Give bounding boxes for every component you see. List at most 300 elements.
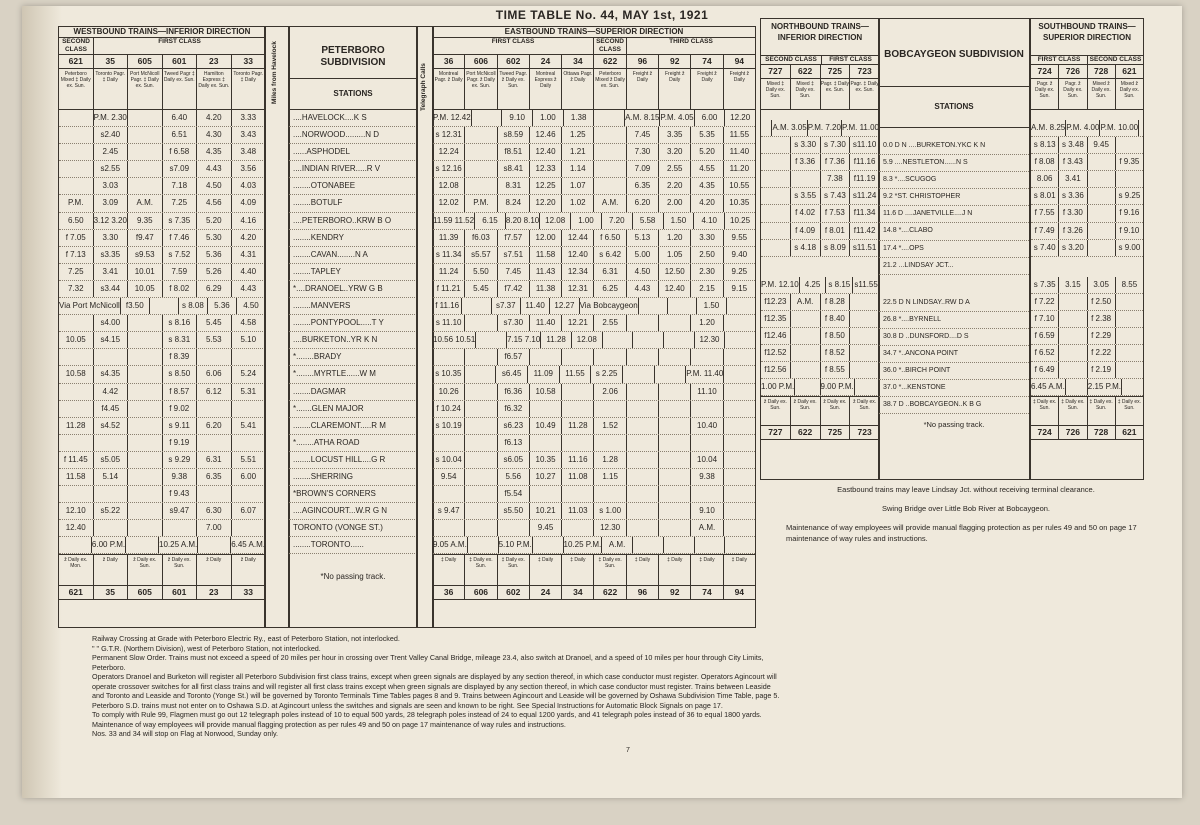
time-cell: s 8.15 [826, 277, 853, 293]
time-cell [691, 486, 723, 502]
time-cell [465, 384, 497, 400]
time-cell: f12.56 [761, 362, 791, 378]
time-cell: s 3.55 [791, 188, 821, 204]
time-cell [232, 349, 266, 365]
time-cell [659, 435, 691, 451]
time-row [59, 247, 265, 264]
time-cell: f4.45 [94, 401, 129, 417]
westbound-class-first: FIRST CLASS [158, 38, 201, 45]
cell: 34 [562, 55, 594, 68]
time-cell [724, 469, 755, 485]
time-cell [128, 127, 163, 143]
station-row [289, 452, 417, 469]
time-cell: f 7.10 [1031, 311, 1059, 327]
time-cell [791, 311, 821, 327]
time-cell [659, 401, 691, 417]
time-cell [232, 486, 266, 502]
time-cell: 9.35 [128, 213, 163, 229]
time-cell [627, 452, 659, 468]
time-cell [462, 298, 491, 314]
time-cell: P.M. 10.00 [1100, 120, 1139, 136]
westbound-footer-descriptions [59, 554, 265, 586]
page-fold-shadow [22, 6, 62, 798]
time-cell: f 3.36 [791, 154, 821, 170]
station-row [289, 332, 417, 349]
cell: 621 [1122, 427, 1137, 438]
northbound-class-second: SECOND CLASS [761, 56, 822, 64]
time-cell [727, 298, 755, 314]
time-cell [1116, 362, 1143, 378]
station-row [289, 298, 417, 315]
time-cell: A.M. [128, 195, 163, 211]
time-cell [725, 537, 755, 553]
time-cell: 5.45 [465, 281, 497, 297]
time-cell: 4.03 [240, 181, 257, 191]
time-cell: 7.45 [498, 264, 530, 280]
cell: Freight ž Daily [659, 69, 691, 109]
time-row [1031, 379, 1143, 396]
time-cell: s 6.42 [594, 247, 626, 263]
time-cell [465, 452, 497, 468]
time-cell [1139, 120, 1143, 136]
time-cell: f 8.01 [821, 223, 851, 239]
cell: 621 [59, 55, 94, 68]
time-row [59, 452, 265, 469]
time-cell [724, 366, 755, 382]
station-row [289, 418, 417, 435]
time-cell: 3.12 3.20 [94, 213, 129, 229]
time-row [59, 264, 265, 281]
time-cell [627, 486, 659, 502]
time-cell: 10.05 [128, 281, 163, 297]
time-cell: 11.08 [562, 469, 594, 485]
time-cell [659, 520, 691, 536]
time-cell [498, 520, 530, 536]
time-cell: f6.03 [465, 230, 497, 246]
time-cell [128, 178, 163, 194]
westbound-direction: WESTBOUND TRAINS—INFERIOR DIRECTION [59, 27, 265, 38]
time-row [1031, 205, 1143, 222]
time-row [761, 137, 879, 154]
time-cell: 4.35 [197, 144, 232, 160]
time-cell [128, 486, 163, 502]
time-cell: 7.15 7.10 [507, 332, 541, 348]
station-name: 5.9 ....NESTLETON......N S [883, 159, 968, 167]
time-cell [232, 520, 266, 536]
time-row [59, 315, 265, 332]
northbound-class-first: FIRST CLASS [829, 56, 872, 63]
time-cell: 12.40 [59, 520, 94, 536]
time-cell [465, 178, 497, 194]
time-cell [1059, 345, 1087, 361]
cell: 728 [1088, 426, 1116, 439]
time-cell [627, 418, 659, 434]
time-cell [562, 486, 594, 502]
time-cell [128, 315, 163, 331]
westbound-train-numbers [59, 55, 265, 69]
northbound-classes [761, 56, 879, 65]
time-cell [128, 520, 163, 536]
cell: Freight ž Daily [627, 69, 659, 109]
eastbound-train-descriptions [433, 69, 755, 110]
time-row [433, 520, 755, 537]
station-row [289, 384, 417, 401]
time-cell: 6.40 [163, 110, 198, 126]
time-row [761, 277, 879, 294]
right-notes [786, 484, 1146, 544]
time-cell [633, 537, 664, 553]
time-cell: s 3.30 [791, 137, 821, 153]
time-cell: f 7.05 [59, 230, 94, 246]
station-name: 11.6 D ....JANETVILLE....J N [883, 210, 973, 218]
time-cell: 4.40 [240, 266, 257, 276]
station-name: ....AGINCOURT...W.R G N [293, 506, 388, 516]
time-cell: 12.44 [562, 230, 594, 246]
time-cell [724, 503, 755, 519]
time-cell: f 8.08 [1031, 154, 1059, 170]
time-cell: 11.20 [729, 164, 750, 174]
cell: 96 [627, 586, 659, 599]
time-cell: f 9.10 [1119, 225, 1140, 235]
time-cell: f11.42 [853, 225, 876, 235]
time-cell [530, 486, 562, 502]
time-cell [1088, 188, 1116, 204]
time-cell: 4.56 [197, 195, 232, 211]
time-cell [465, 486, 497, 502]
time-cell [1088, 223, 1116, 239]
time-row [433, 503, 755, 520]
time-cell: 3.09 [94, 195, 129, 211]
time-row [433, 264, 755, 281]
time-cell: 11.03 [562, 503, 594, 519]
southbound-port-times [1031, 277, 1143, 397]
station-name: ......ASPHODEL [293, 147, 350, 157]
time-cell: 4.50 [627, 264, 659, 280]
time-cell: 6.31 [197, 452, 232, 468]
cell: 601 [163, 586, 198, 599]
time-cell [761, 171, 791, 187]
time-row [433, 213, 755, 230]
station-row [879, 189, 1029, 206]
time-cell [163, 520, 198, 536]
time-cell: 7.20 [602, 213, 633, 229]
time-cell: 9.10 [691, 503, 723, 519]
time-cell: 2.06 [594, 384, 626, 400]
time-cell: s 7.35 [1031, 277, 1059, 293]
time-cell [1088, 154, 1116, 170]
time-cell [59, 178, 94, 194]
cell: Tweed Pagr. ž Daily ex. Sun. [498, 69, 530, 109]
time-cell: 7.30 [627, 144, 659, 160]
time-cell: 5.51 [240, 454, 257, 464]
time-row [59, 144, 265, 161]
time-cell [850, 294, 879, 310]
time-row [761, 328, 879, 345]
time-cell: 9.45 [530, 520, 562, 536]
time-cell: 12.00 [530, 230, 562, 246]
time-cell: 4.20 [691, 195, 723, 211]
station-name: 14.8 *....CLABO [883, 227, 933, 235]
time-cell [433, 435, 465, 451]
time-cell [659, 384, 691, 400]
time-cell [562, 349, 594, 365]
note-2: " " G.T.R. (Northern Division), west of Peterboro Station, not interlocked. [92, 643, 321, 653]
cell: Peterboro Mixed ž Daily ex. Sun. [594, 69, 626, 109]
cell: 601 [163, 55, 198, 68]
cell: 602 [498, 55, 530, 68]
time-cell [724, 435, 755, 451]
peterboro-stations-panel [288, 26, 418, 628]
time-cell: 6.07 [240, 506, 257, 516]
time-cell: 3.56 [240, 164, 257, 174]
station-row [879, 346, 1029, 363]
time-cell: f 4.09 [791, 223, 821, 239]
time-cell [695, 537, 726, 553]
time-cell: s 8.16 [163, 315, 198, 331]
cell: Pagr. ‡ Daily ex. Sun. [850, 81, 879, 93]
time-cell [433, 486, 465, 502]
time-cell [659, 503, 691, 519]
time-cell: s 3.48 [1059, 137, 1087, 153]
cell: 723 [857, 427, 872, 438]
time-cell: 1.02 [562, 195, 594, 211]
time-cell: s11.24 [852, 191, 877, 201]
southbound-train-descriptions [1031, 79, 1143, 110]
time-cell: A.M. [691, 520, 723, 536]
time-cell: 1.52 [594, 418, 626, 434]
time-cell: 6.45 A.M. [1031, 379, 1066, 395]
station-name: 36.0 *..BIRCH POINT [883, 367, 951, 375]
eastbound-times [433, 110, 755, 554]
time-cell: s11.51 [852, 242, 877, 252]
time-cell [659, 486, 691, 502]
time-cell: 7.09 [627, 161, 659, 177]
cell: 622 [791, 65, 821, 78]
time-cell: s4.52 [94, 418, 129, 434]
time-cell [691, 435, 723, 451]
time-row [433, 452, 755, 469]
time-cell [530, 435, 562, 451]
time-cell: s 9.00 [1118, 242, 1141, 252]
time-cell [94, 349, 129, 365]
time-cell: f 7.49 [1031, 223, 1059, 239]
time-cell [724, 349, 755, 365]
cell: ‡ Daily ex. Sun. [1117, 399, 1142, 412]
time-cell [761, 240, 791, 256]
time-cell [59, 486, 94, 502]
time-cell [59, 401, 94, 417]
time-cell: 11.09 [528, 366, 560, 382]
time-cell: f11.19 [853, 174, 876, 184]
right-note-2: Swing Bridge over Little Bob River at Bobcaygeon. [881, 504, 1050, 513]
time-cell: 2.50 [691, 247, 723, 263]
time-cell: s11.10 [852, 140, 877, 150]
time-cell: 10.56 10.51 [433, 332, 476, 348]
time-cell: f 8.52 [821, 345, 851, 361]
cell: ‡ Daily [562, 555, 594, 585]
time-cell: f 3.30 [1059, 205, 1087, 221]
time-cell: s 11.10 [433, 315, 465, 331]
station-row [289, 110, 417, 127]
station-name: ........DAGMAR [293, 386, 346, 396]
time-cell: 11.55 [560, 366, 592, 382]
time-cell: 3.33 [240, 113, 257, 122]
time-cell: 4.50 [197, 178, 232, 194]
cell: Mixed ‡ Daily ex. Sun. [761, 79, 791, 109]
time-cell: 7.38 [821, 171, 851, 187]
time-cell: 9.00 P.M. [821, 379, 855, 395]
eastbound-panel [432, 26, 756, 628]
time-row [433, 537, 755, 554]
time-cell [791, 328, 821, 344]
time-cell: 3.15 [1059, 277, 1087, 293]
cell: ‡ Daily ex. Sun. [1031, 397, 1059, 425]
time-cell: 10.26 [433, 384, 465, 400]
cell: 74 [691, 586, 723, 599]
time-cell: 9.38 [691, 469, 723, 485]
time-cell: 12.20 [730, 113, 751, 122]
time-cell: A.M. [594, 195, 626, 211]
time-cell: P.M. 7.20 [808, 120, 842, 136]
timetable-sheet [22, 6, 1182, 798]
time-cell: f 8.57 [163, 384, 198, 400]
time-cell: f 9.02 [163, 401, 198, 417]
time-cell: 10.40 [691, 418, 723, 434]
time-cell [627, 520, 659, 536]
peterboro-station-list [289, 110, 417, 554]
northbound-panel [760, 18, 880, 480]
time-cell: s 4.18 [791, 240, 821, 256]
station-name: ....INDIAN RIVER.....R V [293, 164, 381, 174]
station-name: ........BOTULF [293, 198, 343, 208]
time-cell [791, 362, 821, 378]
time-cell: 10.25 P.M. [564, 537, 603, 553]
time-row [59, 195, 265, 212]
bobcaygeon-no-passing-note: *No passing track. [923, 420, 985, 430]
time-cell: s 2.25 [591, 366, 623, 382]
time-row [1031, 240, 1143, 257]
time-cell: s3.44 [94, 281, 129, 297]
time-cell: 6.20 [197, 418, 232, 434]
time-cell [128, 435, 163, 451]
cell: 24 [530, 586, 562, 599]
note-6: To comply with Rule 99, Flagmen must go out 12 telegraph poles instead of 10 to equal 500 yards, 28 telegraph poles instead of 24 to equal 1200 yards, and 41 telegraph poles instead of 36 to equal 1800 yards. [92, 710, 762, 719]
time-cell: 3.35 [659, 127, 691, 143]
time-cell [232, 401, 266, 417]
station-row [879, 363, 1029, 380]
time-cell: 12.02 [433, 195, 465, 211]
time-row [1031, 154, 1143, 171]
station-name: 9.2 *ST. CHRISTOPHER [883, 193, 961, 201]
time-cell: 6.30 [197, 503, 232, 519]
time-cell [128, 418, 163, 434]
cell: 724 [1031, 426, 1059, 439]
time-cell: 12.30 [695, 332, 726, 348]
time-row [433, 418, 755, 435]
time-cell: f 9.16 [1119, 208, 1140, 218]
station-name: TORONTO (VONGE ST.) [293, 523, 383, 533]
cell: 602 [498, 586, 530, 599]
time-cell: s4.15 [94, 332, 129, 348]
station-name: ........TORONTO...... [293, 540, 364, 550]
time-cell [197, 401, 232, 417]
time-cell [1116, 171, 1143, 187]
station-row [879, 223, 1029, 240]
time-cell: s4.00 [94, 315, 129, 331]
bobcaygeon-stations-panel [878, 18, 1030, 480]
time-cell [128, 144, 163, 160]
cell: Hamilton Express ‡ Daily ex. Sun. [197, 69, 232, 109]
time-cell: f 11.21 [433, 281, 465, 297]
time-cell [465, 435, 497, 451]
time-cell: f7.42 [498, 281, 530, 297]
time-cell: 1.14 [562, 161, 594, 177]
station-name: ....BURKETON..YR K N [293, 335, 378, 345]
time-cell: s2.55 [94, 161, 129, 177]
station-row [879, 138, 1029, 155]
note-5: Peterboro S.D. trains must not enter on to Oshawa S.D. at Agincourt unless the switches and signals are seen and known to be right. See Special Instructions for Automatic Block Signals on page 17. [92, 700, 723, 710]
time-row [761, 171, 879, 188]
time-cell: 1.38 [564, 110, 595, 126]
time-cell [724, 418, 755, 434]
time-row [59, 298, 265, 315]
time-cell: 7.32 [59, 281, 94, 297]
time-cell: 5.13 [627, 230, 659, 246]
note-8: Nos. 33 and 34 will stop on Flag at Norwood, Sunday only. [92, 729, 279, 738]
time-cell [627, 315, 659, 331]
time-cell: 9.05 A.M. [433, 537, 468, 553]
time-cell: 5.56 [498, 469, 530, 485]
cell: 33 [243, 587, 253, 598]
time-row [761, 311, 879, 328]
time-cell: s11.55 [854, 279, 878, 289]
time-row [59, 178, 265, 195]
time-cell: f6.13 [498, 435, 530, 451]
cell: 725 [821, 65, 851, 78]
station-row [879, 312, 1029, 329]
cell: 94 [734, 56, 745, 66]
station-name: ....NORWOOD.........N D [293, 130, 380, 140]
station-row [879, 172, 1029, 189]
time-cell [594, 435, 626, 451]
time-cell: 5.20 [197, 213, 232, 229]
time-cell: 12.21 [562, 315, 594, 331]
station-name: ........PONTYPOOL.....T Y [293, 318, 384, 328]
cell: 36 [433, 55, 465, 68]
time-row [59, 486, 265, 503]
station-name: *........MYRTLE......W M [293, 369, 376, 379]
time-cell: 11.58 [530, 247, 562, 263]
time-cell [468, 537, 499, 553]
cell: ‡ Daily [433, 555, 465, 585]
time-cell: 7.00 [197, 520, 232, 536]
time-cell: A.M. [602, 537, 633, 553]
time-row [59, 161, 265, 178]
time-cell [850, 311, 879, 327]
time-cell [724, 401, 755, 417]
time-cell [128, 401, 163, 417]
time-cell [1059, 362, 1087, 378]
time-cell: 3.48 [240, 147, 257, 157]
cell: Freight ž Daily [691, 69, 723, 109]
time-cell: 11.10 [691, 384, 723, 400]
cell: ‡ Daily [731, 557, 747, 564]
station-row [879, 380, 1029, 397]
time-cell [465, 127, 497, 143]
time-cell [664, 332, 695, 348]
time-cell [1116, 294, 1143, 310]
time-cell [128, 161, 163, 177]
